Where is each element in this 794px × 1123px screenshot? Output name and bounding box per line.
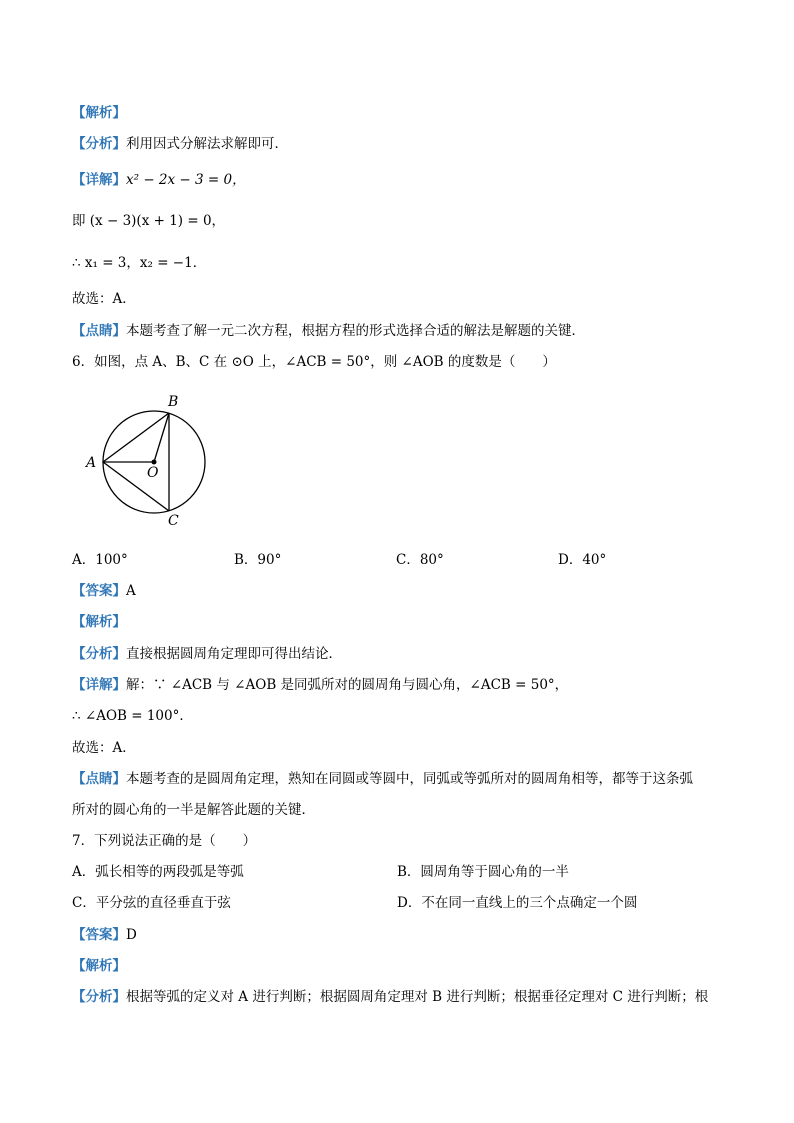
section-tag: 【分析】 <box>72 136 126 152</box>
solution-line <box>72 254 206 272</box>
label-b: B <box>168 394 179 410</box>
comment-line-2 <box>72 770 693 788</box>
label-o: O <box>147 465 159 481</box>
section-tag: 【详解】 <box>72 677 126 693</box>
section-tag: 【解析】 <box>72 614 126 630</box>
choice-text: 故选：A． <box>72 740 136 756</box>
equation: x² − 2x − 3 = 0， <box>126 172 246 188</box>
analysis-text: 利用因式分解法求解即可． <box>126 136 288 152</box>
choice-line-1 <box>72 290 136 308</box>
q7-option-d: D．不在同一直线上的三个点确定一个圆 <box>397 895 638 911</box>
analysis-heading-3 <box>72 957 126 975</box>
analysis-line-3 <box>72 988 708 1006</box>
q6-option-d: D．40° <box>558 552 607 568</box>
solution-text: ∴ x₁ = 3，x₂ = −1． <box>72 255 207 271</box>
section-tag: 【解析】 <box>72 105 126 121</box>
section-tag: 【点睛】 <box>72 323 126 339</box>
q7-option-c: C．平分弦的直径垂直于弦 <box>72 895 231 911</box>
section-tag: 【答案】 <box>72 583 126 599</box>
answer-text: D <box>126 927 137 943</box>
circle-figure <box>80 390 220 535</box>
therefore-line-2 <box>72 707 193 725</box>
q7-option-a: A．弧长相等的两段弧是等弧 <box>72 864 244 880</box>
section-tag: 【详解】 <box>72 172 126 188</box>
q6-option-a: A．100° <box>72 552 128 568</box>
question-7 <box>72 832 256 850</box>
chord-ac <box>103 462 169 511</box>
analysis-line-1 <box>72 135 288 153</box>
comment-line-2b <box>72 801 315 819</box>
analysis-heading-1 <box>72 104 126 122</box>
comment-text-cont: 所对的圆心角的一半是解答此题的关键． <box>72 802 315 818</box>
choice-text: 故选：A． <box>72 291 136 307</box>
question-text: 7．下列说法正确的是（ ） <box>72 833 257 849</box>
analysis-text: 根据等弧的定义对 A 进行判断；根据圆周角定理对 B 进行判断；根据垂径定理对 C 进行判断；根 <box>126 989 709 1005</box>
answer-line-7 <box>72 926 137 944</box>
comment-text: 本题考查了解一元二次方程，根据方程的形式选择合适的解法是解题的关键． <box>126 323 585 339</box>
q7-option-b: B．圆周角等于圆心角的一半 <box>397 864 569 880</box>
section-tag: 【解析】 <box>72 958 126 974</box>
factor-line <box>72 212 225 230</box>
section-tag: 【答案】 <box>72 927 126 943</box>
comment-line-1 <box>72 322 585 340</box>
label-c: C <box>168 513 179 529</box>
comment-text: 本题考查的是圆周角定理，熟知在同圆或等圆中，同弧或等弧所对的圆周角相等，都等于这条弧 <box>126 771 693 787</box>
detail-text: 解：∵ ∠ACB 与 ∠AOB 是同弧所对的圆周角与圆心角，∠ACB = 50°， <box>126 677 569 693</box>
section-tag: 【点睛】 <box>72 771 126 787</box>
q6-option-c: C．80° <box>396 552 444 568</box>
detail-line-1 <box>72 171 246 189</box>
radius-ob <box>154 413 169 462</box>
analysis-text: 直接根据圆周角定理即可得出结论． <box>126 646 342 662</box>
therefore-text: ∴ ∠AOB = 100°． <box>72 708 193 724</box>
choice-line-2 <box>72 739 136 757</box>
question-6 <box>72 353 556 371</box>
section-tag: 【分析】 <box>72 646 126 662</box>
label-a: A <box>86 455 97 471</box>
answer-line-6 <box>72 582 136 600</box>
q6-option-b: B．90° <box>234 552 282 568</box>
chord-ab <box>103 413 169 462</box>
center-point <box>152 460 157 465</box>
factor-equation: 即 (x − 3)(x + 1) = 0， <box>72 213 226 229</box>
analysis-line-2 <box>72 645 342 663</box>
detail-line-2 <box>72 676 568 694</box>
answer-text: A <box>126 583 136 599</box>
section-tag: 【分析】 <box>72 989 126 1005</box>
analysis-heading-2 <box>72 613 126 631</box>
question-text: 6．如图，点 A、B、C 在 ⊙O 上，∠ACB = 50°，则 ∠AOB 的度数是（ ） <box>72 354 556 370</box>
